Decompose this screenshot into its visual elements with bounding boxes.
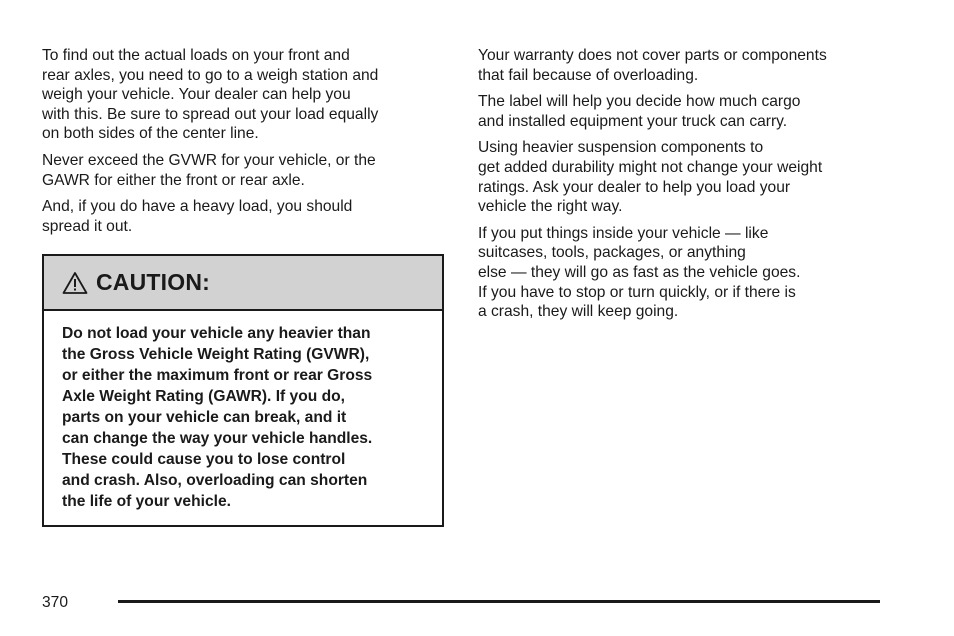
paragraph-warranty: Your warranty does not cover parts or components that fail because of overloading.: [478, 47, 827, 84]
paragraph-axle-loads: To find out the actual loads on your front and rear axles, you need to go to a weigh station and weigh your vehicle. Your dealer can help you with this. Be sure to spread out your load equally on both sides of the center line.: [42, 47, 379, 143]
paragraph-loose-items: If you put things inside your vehicle — like suitcases, tools, packages, or anything else — they will go as fast as the vehicle goes. If you have to stop or turn quickly, or if there is a crash, they will keep going.: [478, 224, 801, 321]
paragraph-gvwr-limit: Never exceed the GVWR for your vehicle, or the GAWR for either the front or rear axle.: [42, 151, 376, 189]
footer-rule: [118, 600, 880, 603]
caution-box: [42, 254, 444, 527]
page-number: 370: [42, 594, 69, 611]
caution-title: CAUTION:: [96, 269, 211, 295]
paragraph-spread-load: And, if you do have a heavy load, you should spread it out.: [42, 198, 353, 235]
caution-header: [44, 256, 442, 311]
paragraph-suspension: Using heavier suspension components to get added durability might not change your weight ratings. Ask your dealer to help you load your vehicle the right way.: [478, 139, 823, 216]
left-column: [42, 46, 444, 243]
caution-body: Do not load your vehicle any heavier than the Gross Vehicle Weight Rating (GVWR), or either the maximum front or rear Gross Axle Weight Rating (GAWR). If you do, parts on your vehicle can break, and it can change the way your vehicle handles. These could cause you to lose control and crash. Also, overloading can shorten the life of your vehicle.: [62, 325, 373, 510]
warning-triangle-icon: [62, 271, 88, 295]
right-column: [478, 46, 898, 329]
paragraph-label: The label will help you decide how much cargo and installed equipment your truck can carry.: [478, 93, 801, 130]
